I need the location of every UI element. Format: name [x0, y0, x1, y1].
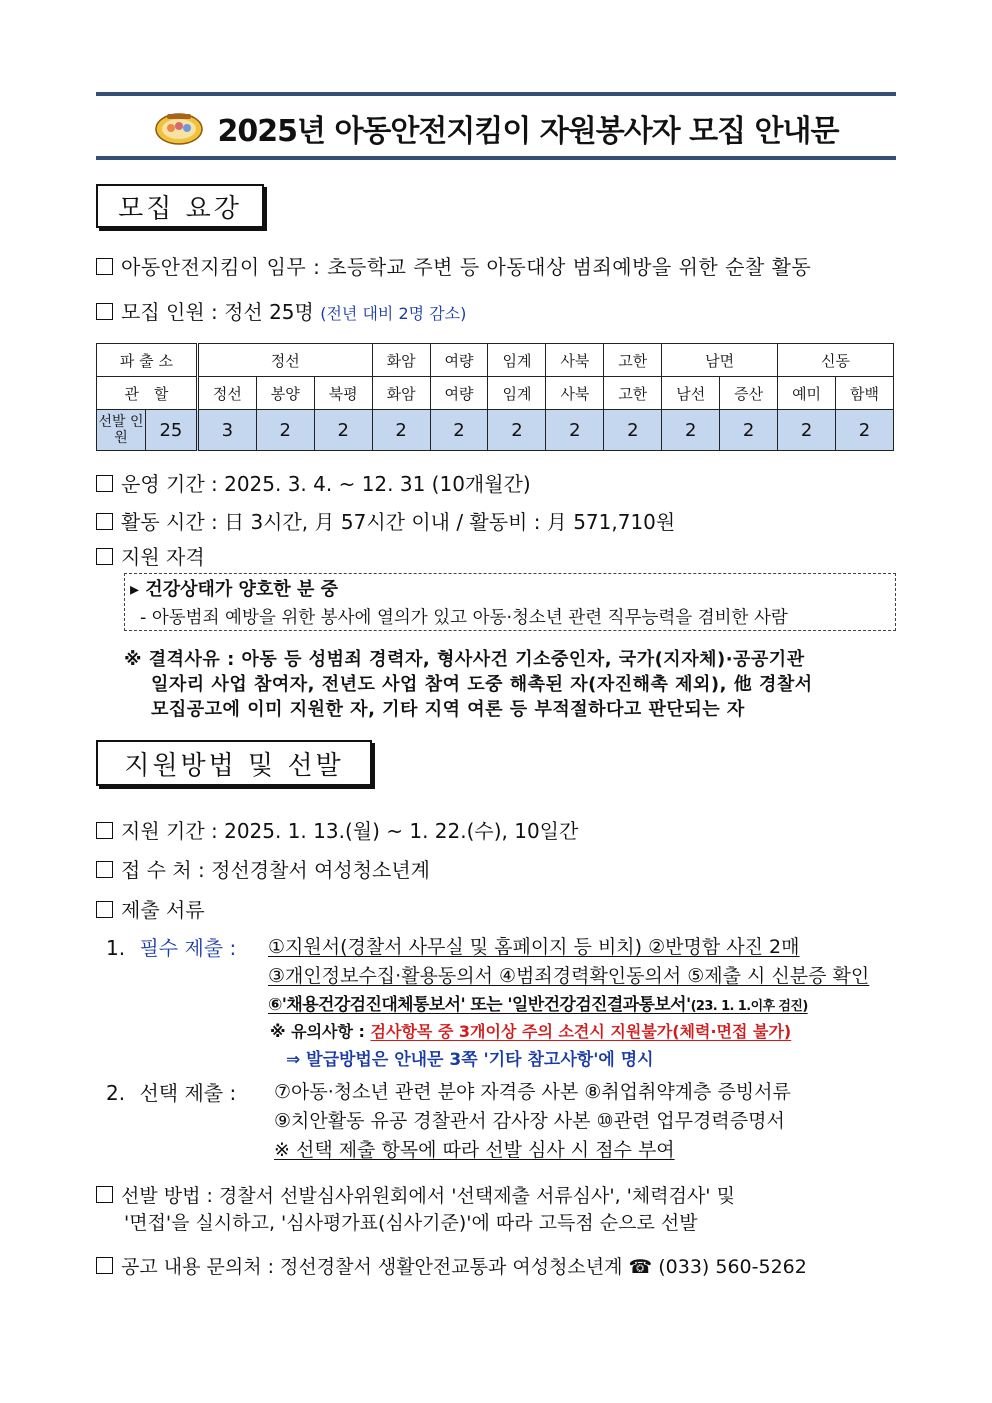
docs-line: [96, 894, 205, 923]
table-cell: 2: [546, 410, 604, 451]
optional-doc-line-2: ⑨치안활동 유공 경찰관서 감사장 사본 ⑩관련 업무경력증명서: [274, 1110, 785, 1132]
table-cell: 여량: [430, 344, 488, 377]
checkbox-bullet-icon: [96, 1186, 113, 1203]
table-cell: 여량: [430, 377, 488, 410]
optional-doc-note: ※ 선택 제출 항목에 따라 선발 심사 시 점수 부여: [274, 1139, 675, 1161]
table-cell: 임계: [488, 344, 546, 377]
optional-doc-line-1: ⑦아동·청소년 관련 분야 자격증 사본 ⑧취업취약계층 증빙서류: [274, 1081, 791, 1103]
caution-label: ※ 유의사항 :: [270, 1022, 365, 1041]
contact-text: 공고 내용 문의처 : 정선경찰서 생활안전교통과 여성청소년계 ☎ (033) 560-5262: [121, 1256, 807, 1278]
title-bar: [96, 100, 896, 156]
period-line: [96, 468, 531, 497]
selection-text-1: 선발 방법 : 경찰서 선발심사위원회에서 '선택제출 서류심사', '체력검사' 및: [121, 1185, 735, 1207]
required-doc-3-tail: (23. 1. 1.이후 검진): [690, 999, 808, 1014]
caution-line: [270, 1019, 791, 1042]
qualification-heading: 지원 자격: [121, 545, 205, 569]
table-row: [97, 377, 894, 410]
section-heading-text: 모집 요강: [118, 193, 242, 224]
table-cell: 2: [488, 410, 546, 451]
caution-method-line: ⇒ 발급방법은 안내문 3쪽 '기타 참고사항'에 명시: [286, 1050, 654, 1070]
caution-text: 검사항목 중 3개이상 주의 소견시 지원불가(체력·면접 불가): [370, 1022, 792, 1041]
section-heading-text: 지원방법 및 선발: [124, 750, 344, 781]
optional-num: 2.: [106, 1081, 126, 1105]
table-cell: 2: [604, 410, 662, 451]
required-doc-line-3: [268, 990, 808, 1015]
apply-place-line: [96, 854, 430, 883]
optional-docs-label: [106, 1077, 236, 1106]
table-cell: 2: [720, 410, 778, 451]
table-cell: 2: [778, 410, 836, 451]
table-cell: 2: [314, 410, 372, 451]
table-cell: 2: [662, 410, 720, 451]
period-text: 운영 기간 : 2025. 3. 4. ~ 12. 31 (10개월간): [121, 472, 531, 496]
table-cell: 함백: [836, 377, 894, 410]
count-note: (전년 대비 2명 감소): [320, 304, 467, 323]
required-doc-line-1: ①지원서(경찰서 사무실 및 홈페이지 등 비치) ②반명함 사진 2매: [268, 936, 800, 958]
checkbox-bullet-icon: [96, 901, 113, 918]
qualification-item-1: ▸ 건강상태가 양호한 분 중: [130, 579, 338, 600]
section-heading-recruit: [96, 184, 264, 228]
checkbox-bullet-icon: [96, 822, 113, 839]
staff-allocation-table: [96, 343, 894, 451]
checkbox-bullet-icon: [96, 861, 113, 878]
apply-place-text: 접 수 처 : 정선경찰서 여성청소년계: [121, 858, 431, 882]
child-safety-logo-icon: [154, 110, 204, 146]
table-cell: 사북: [546, 377, 604, 410]
table-cell: 관 할: [97, 377, 198, 410]
required-label: 필수 제출 :: [139, 936, 237, 960]
required-docs-label: [106, 932, 236, 961]
table-cell: 파 출 소: [97, 344, 198, 377]
required-doc-3-text: ⑥'채용건강검진대체통보서' 또는 '일반건강검진결과통보서': [268, 995, 691, 1015]
table-cell: 신동: [778, 344, 894, 377]
table-cell: 남선: [662, 377, 720, 410]
table-cell: 고한: [604, 377, 662, 410]
table-cell: 임계: [488, 377, 546, 410]
qualification-item-2: - 아동범죄 예방을 위한 봉사에 열의가 있고 아동·청소년 관련 직무능력을 겸비한 사람: [140, 608, 788, 628]
checkbox-bullet-icon: [96, 303, 113, 320]
optional-label: 선택 제출 :: [139, 1081, 237, 1105]
table-cell: 2: [430, 410, 488, 451]
qualification-line: [96, 541, 205, 570]
table-cell: 예미: [778, 377, 836, 410]
title-bottom-rule: [96, 156, 896, 160]
checkbox-bullet-icon: [96, 1257, 113, 1274]
table-cell: 정선: [197, 344, 372, 377]
count-line: [96, 296, 466, 325]
required-doc-line-2: ③개인정보수집·활용동의서 ④범죄경력확인동의서 ⑤제출 시 신분증 확인: [268, 965, 870, 987]
count-text: 모집 인원 : 정선 25명: [121, 300, 314, 324]
duty-text: 아동안전지킴이 임무 : 초등학교 주변 등 아동대상 범죄예방을 위한 순찰 활동: [121, 255, 812, 279]
title-top-rule: [96, 92, 896, 96]
table-cell: 증산: [720, 377, 778, 410]
docs-text: 제출 서류: [121, 898, 205, 922]
checkbox-bullet-icon: [96, 548, 113, 565]
table-cell: 화암: [372, 377, 430, 410]
table-cell: 고한: [604, 344, 662, 377]
disqualification-line-2: 일자리 사업 참여자, 전년도 사업 참여 도중 해촉된 자(자진해촉 제외), 他 경찰서: [151, 674, 813, 695]
table-row: [97, 344, 894, 377]
checkbox-bullet-icon: [96, 513, 113, 530]
table-cell: 정선: [197, 377, 256, 410]
hours-line: [96, 506, 675, 535]
duty-line: [96, 251, 811, 280]
table-cell: 2: [256, 410, 314, 451]
table-cell: 2: [836, 410, 894, 451]
selection-line-2: '면접'을 실시하고, '심사평가표(심사기준)'에 따라 고득점 순으로 선발: [124, 1212, 698, 1234]
table-cell: 봉양: [256, 377, 314, 410]
checkbox-bullet-icon: [96, 258, 113, 275]
table-cell: 선발 인원: [97, 410, 146, 451]
table-row: [97, 410, 894, 451]
table-cell: 남면: [662, 344, 778, 377]
disqualification-line-3: 모집공고에 이미 지원한 자, 기타 지역 여론 등 부적절하다고 판단되는 자: [151, 699, 745, 720]
page-title: 2025년 아동안전지킴이 자원봉사자 모집 안내문: [217, 114, 839, 149]
apply-period-text: 지원 기간 : 2025. 1. 13.(월) ~ 1. 22.(수), 10일간: [121, 819, 579, 843]
selection-line-1: [96, 1181, 735, 1208]
required-num: 1.: [106, 936, 126, 960]
table-cell: 사북: [546, 344, 604, 377]
table-cell: 3: [197, 410, 256, 451]
table-cell: 북평: [314, 377, 372, 410]
table-cell: 25: [145, 410, 197, 451]
apply-period-line: [96, 815, 578, 844]
table-cell: 화암: [372, 344, 430, 377]
hours-text: 활동 시간 : 日 3시간, 月 57시간 이내 / 활동비 : 月 571,710원: [121, 510, 676, 534]
checkbox-bullet-icon: [96, 475, 113, 492]
table-cell: 2: [372, 410, 430, 451]
disqualification-line-1: ※ 결격사유 : 아동 등 성범죄 경력자, 형사사건 기소중인자, 국가(지자체)·공공기관: [124, 649, 805, 670]
section-heading-apply: [96, 740, 372, 786]
contact-line: [96, 1252, 807, 1279]
